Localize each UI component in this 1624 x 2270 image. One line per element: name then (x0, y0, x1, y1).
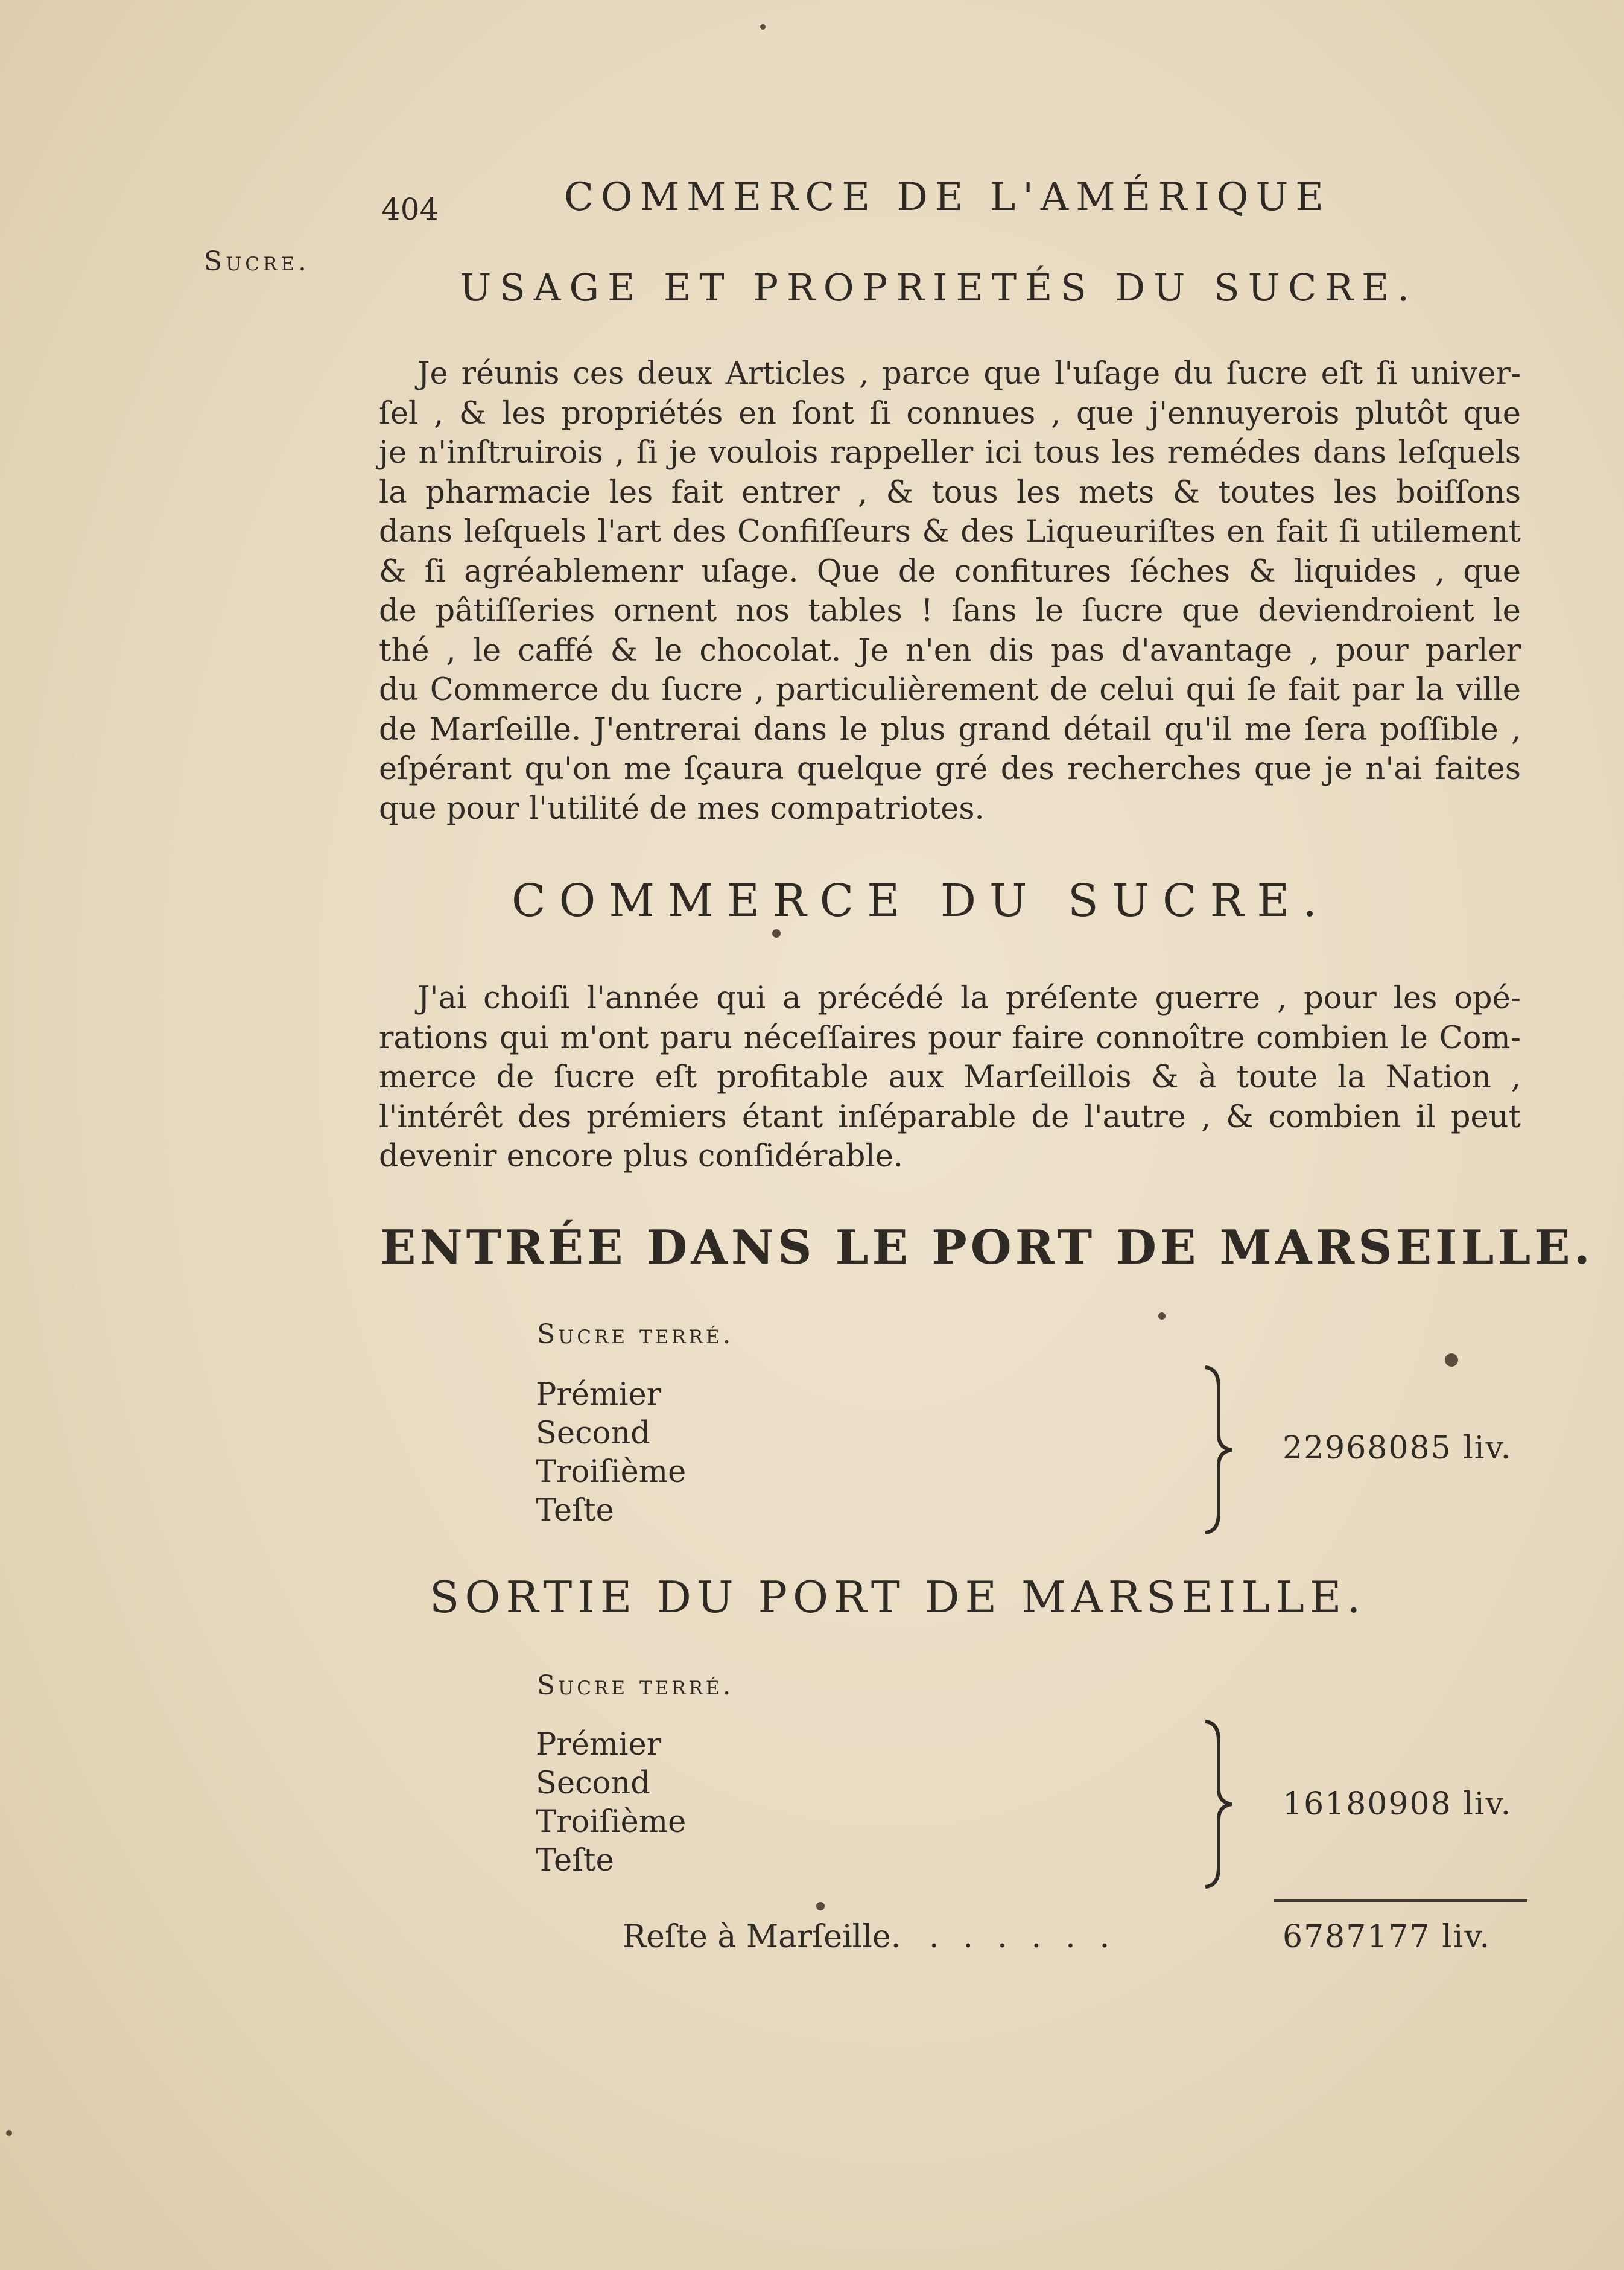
text-line: de Marſeille. J'entrerai dans le plus grand détail qu'il me ſera poſſible , (379, 711, 1521, 748)
text-line: rations qui m'ont paru néceſſaires pour faire connoître combien le Com- (379, 1020, 1521, 1056)
text-line: du Commerce du ſucre , particulièrement de celui qui ſe fait par la ville (379, 672, 1521, 708)
list-item: Teſte (536, 1493, 614, 1528)
text-line: thé , le caffé & le chocolat. Je n'en dis pas d'avantage , pour parler (379, 632, 1521, 669)
list-item: Second (536, 1416, 650, 1451)
list-item: Second (536, 1766, 650, 1801)
entry-item-list (536, 1376, 686, 1530)
entry-subheading: Sucre terré. (537, 1319, 734, 1350)
ink-speck (1445, 1353, 1458, 1367)
text-line: Je réunis ces deux Articles , parce que l'uſage du ſucre eſt ſi univer- (417, 356, 1521, 392)
list-item: Troiſième (536, 1804, 687, 1840)
ink-speck (760, 24, 766, 30)
text-line: ſel , & les propriétés en ſont ſi connues , que j'ennuyerois plutôt que (379, 395, 1521, 431)
text-line: que pour l'utilité de mes compatriotes. (379, 790, 985, 827)
list-item: Prémier (536, 1377, 662, 1413)
text-line: la pharmacie les fait entrer , & tous les mets & toutes les boiſſons (379, 474, 1521, 510)
text-line: de pâtiſſeries ornent nos tables ! ſans le ſucre que deviendroient le (379, 593, 1521, 629)
ink-speck (6, 2130, 12, 2136)
ink-speck (772, 929, 781, 938)
text-line: je n'inſtruirois , ſi je voulois rappeller ici tous les remédes dans leſquels (379, 435, 1521, 471)
text-line: l'intérêt des prémiers étant inſéparable de l'autre , & combien il peut (379, 1099, 1521, 1135)
running-title: COMMERCE DE L'AMÉRIQUE (564, 175, 1331, 220)
page-number: 404 (381, 192, 439, 227)
remainder-total: 6787177 liv. (1283, 1919, 1491, 1955)
list-item: Teſte (536, 1843, 614, 1878)
section-title-commerce: COMMERCE DU SUCRE. (512, 875, 1330, 927)
paragraph-usage (379, 354, 1521, 828)
section-title-usage: USAGE ET PROPRIETÉS DU SUCRE. (460, 265, 1418, 310)
dot-leader: ...... (929, 1919, 1134, 1955)
text-line: & ſi agréablemenr uſage. Que de confitures ſéches & liquides , que (379, 553, 1521, 590)
exit-total: 16180908 liv. (1283, 1786, 1512, 1822)
ink-speck (816, 1902, 825, 1910)
section-title-exit: SORTIE DU PORT DE MARSEILLE. (430, 1572, 1366, 1623)
total-rule (1274, 1899, 1527, 1902)
remainder-label: Reſte à Marſeille. (623, 1919, 901, 1955)
entry-brace (1201, 1362, 1243, 1537)
paragraph-commerce (379, 979, 1521, 1177)
margin-note: Sucre. (204, 246, 310, 277)
entry-total: 22968085 liv. (1283, 1430, 1512, 1466)
exit-brace (1201, 1717, 1243, 1892)
text-line: J'ai choiſi l'année qui a précédé la préſente guerre , pour les opé- (417, 981, 1521, 1016)
list-item: Prémier (536, 1727, 662, 1763)
list-item: Troiſième (536, 1454, 687, 1490)
exit-subheading: Sucre terré. (537, 1670, 734, 1701)
ink-speck (1158, 1312, 1166, 1320)
text-line: devenir encore plus conſidérable. (379, 1139, 904, 1174)
text-line: eſpérant qu'on me ſçaura quelque gré des recherches que je n'ai faites (379, 751, 1521, 787)
text-line: dans leſquels l'art des Confiſſeurs & des Liqueuriſtes en fait ſi utilement (379, 514, 1521, 550)
section-title-entry: ENTRÉE DANS LE PORT DE MARSEILLE. (380, 1220, 1594, 1275)
text-line: merce de ſucre eſt profitable aux Marſeillois & à toute la Nation , (379, 1060, 1521, 1095)
exit-item-list (536, 1726, 686, 1880)
